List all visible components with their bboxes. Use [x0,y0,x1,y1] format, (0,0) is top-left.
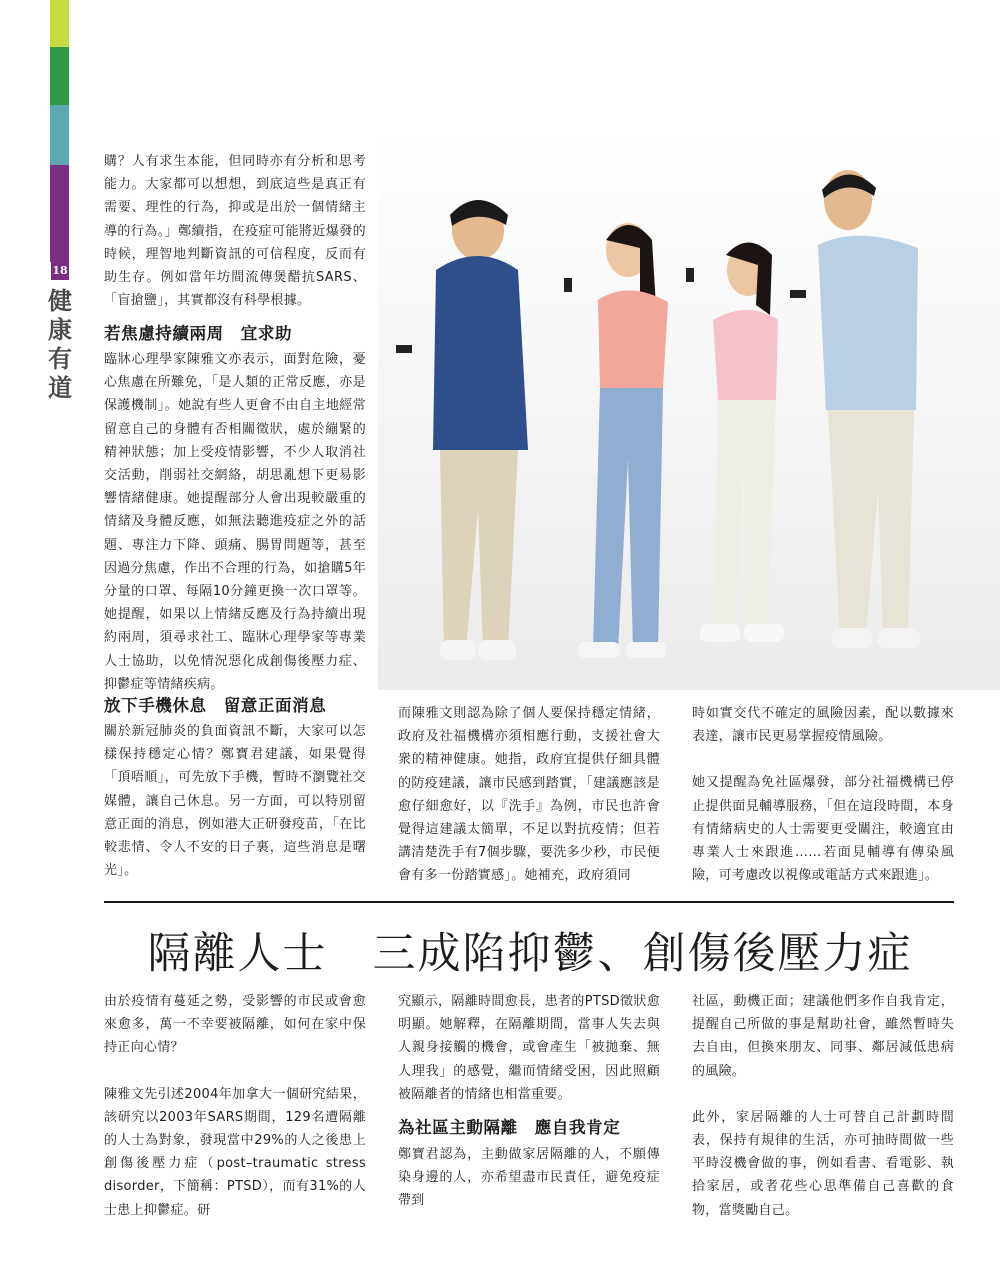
section2-column-2 [398,702,660,888]
article2-col3-paragraph-2: 此外，家居隔離的人士可替自己計劃時間表，保持有規律的生活，亦可抽時間做一些平時沒機會做的事，例如看書、看電影、執拾家居，或者花些心思準備自己喜歡的食物，當獎勵自己。 [692,1109,954,1218]
magazine-name [46,286,74,402]
section-divider [104,901,954,903]
article2-col1-paragraph-2: 陳雅文先引述2004年加拿大一個研究結果，該研究以2003年SARS期間，129名遭隔離的人士為對象，發現當中29%的人之後患上創傷後壓力症（post–traumatic stress disorder，下簡稱：PTSD），而有31%的人士患上抑鬱症。研 [104,1086,366,1218]
article2-col2-paragraph-2: 鄭寶君認為，主動做家居隔離的人，不願傳染身邊的人，亦希望盡市民責任，避免疫症帶到 [398,1147,660,1209]
article2-column-2b [398,1143,660,1213]
photo-illustration [378,130,1000,690]
section1-heading: 若焦慮持續兩周 宜求助 [104,324,293,343]
article2-column-2 [398,990,660,1106]
section2-heading: 放下手機休息 留意正面消息 [104,696,327,715]
intro-paragraph: 購？人有求生本能，但同時亦有分析和思考能力。大家都可以想想，到底這些是真正有需要、理性的行為，抑或是出於一個情緒主導的行為。」鄭續指，在疫症可能將近爆發的時候，理智地判斷資訊的可信程度，反而有助生存。例如當年坊間流傳煲醋抗SARS、「盲搶鹽」，其實都沒有科學根據。 [104,154,366,309]
section2-column-3 [692,702,954,887]
color-strip-teal [50,105,69,165]
people-using-phones-photo [378,130,1000,690]
section1-paragraph: 臨牀心理學家陳雅文亦表示，面對危險，憂心焦慮在所難免，「是人類的正常反應，亦是保護機制」。她說有些人更會不由自主地經常留意自己的身體有否相關徵狀，處於繃緊的精神狀態；加上受疫情影響，不少人取消社交活動，削弱社交網絡，胡思亂想下更易影響情緒健康。她提醒部分人會出現較嚴重的情緒及身體反應，如無法聽進疫症之外的話題、專注力下降、頭痛、腸胃問題等，甚至因過分焦慮，作出不合理的行為，如搶購5年分量的口罩、每隔10分鐘更換一次口罩等。她提醒，如果以上情緒反應及行為持續出現約兩周，須尋求社工、臨牀心理學家等專業人士協助，以免情況惡化成創傷後壓力症、抑鬱症等情緒疾病。 [104,352,366,692]
article2-col2-paragraph-1: 究顯示，隔離時間愈長，患者的PTSD徵狀愈明顯。她解釋，在隔離期間，當事人失去與人親身接觸的機會，或會產生「被拋棄、無人理我」的感覺，繼而情緒受困，因此照顧被隔離者的情緒也相當重要。 [398,994,660,1102]
color-strip-lime [50,0,69,47]
section2-col3-paragraph-2: 她又提醒為免社區爆發，部分社福機構已停止提供面見輔導服務，「但在這段時間，本身有情緒病史的人士需要更受關注，較適宜由專業人士來跟進……若面見輔導有傳染風險，可考慮改以視像或電話方式來跟進」。 [692,775,954,884]
magazine-char: 道 [48,373,72,402]
magazine-char: 健 [48,286,72,315]
section2-col2-paragraph: 而陳雅文則認為除了個人要保持穩定情緒，政府及社福機構亦須相應行動，支援社會大衆的精神健康。她指，政府宜提供仔細具體的防疫建議，讓市民感到踏實，「建議應該是愈仔細愈好，以『洗手』為例，市民也許會覺得這建議太簡單，不足以對抗疫情；但若講清楚洗手有7個步驟，要洗多少秒，市民便會有多一份踏實感」。她補充，政府須同 [398,706,660,884]
article2-subheading: 為社區主動隔離 應自我肯定 [398,1118,621,1137]
color-strip-green [50,47,69,105]
section2-column-1 [104,720,366,882]
magazine-char: 有 [48,344,72,373]
article2-col1-paragraph-1: 由於疫情有蔓延之勢，受影響的市民或會愈來愈多，萬一不幸要被隔離，如何在家中保持正向心情？ [104,994,366,1056]
article2-column-1 [104,990,366,1222]
page-number: 18 [51,262,69,280]
section2-col1-paragraph: 關於新冠肺炎的負面資訊不斷，大家可以怎樣保持穩定心情？鄭寶君建議，如果覺得「頂唔順」，可先放下手機，暫時不瀏覽社交媒體，讓自己休息。另一方面，可以特別留意正面的消息，例如港大正研發疫苗，「在比較悲情、令人不安的日子裏，這些消息是曙光」。 [104,724,366,879]
article2-column-3 [692,990,954,1222]
magazine-char: 康 [48,315,72,344]
section1-column [104,348,366,696]
section2-col3-paragraph-1: 時如實交代不確定的風險因素，配以數據來表達，讓市民更易掌握疫情風險。 [692,706,954,745]
article-title: 隔離人士 三成陷抑鬱、創傷後壓力症 [147,929,913,979]
color-strip-purple [50,165,69,262]
article2-col3-paragraph-1: 社區，動機正面；建議他們多作自我肯定，提醒自己所做的事是幫助社會，雖然暫時失去自由，但換來朋友、同事、鄰居減低患病的風險。 [692,994,954,1079]
intro-column [104,150,366,312]
